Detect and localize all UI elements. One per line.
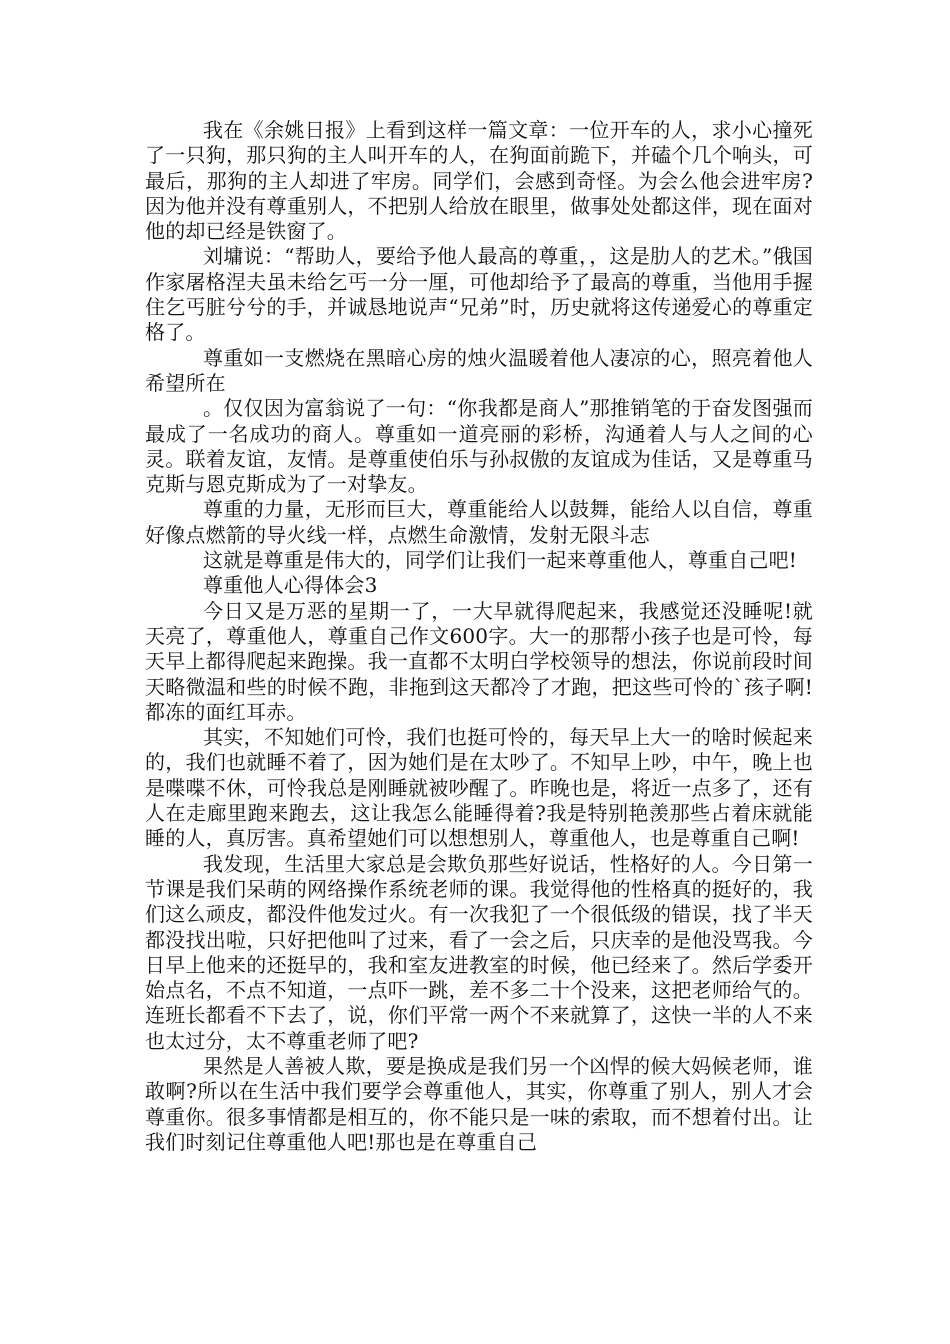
paragraph: 尊重如一支燃烧在黑暗心房的烛火温暖着他人凄凉的心，照亮着他人希望所在 xyxy=(145,345,813,395)
document-body xyxy=(145,118,813,1155)
paragraph: 今日又是万恶的星期一了，一大早就得爬起来，我感觉还没睡呢!就天亮了，尊重他人，尊重自己作文600字。大一的那帮小孩子也是可怜，每天早上都得爬起来跑操。我一直都不太明白学校领导的想法，你说前段时间天略微温和些的时候不跑，非拖到这天都冷了才跑，把这些可怜的`孩子啊!都冻的面红耳赤。 xyxy=(145,598,813,724)
paragraph: 。仅仅因为富翁说了一句：“你我都是商人”那推销笔的于奋发图强而最成了一名成功的商人。尊重如一道亮丽的彩桥，沟通着人与人之间的心灵。联着友谊，友情。是尊重使伯乐与孙叔傲的友谊成为佳话，又是尊重马克斯与恩克斯成为了一对挚友。 xyxy=(145,396,813,497)
paragraph: 尊重的力量，无形而巨大，尊重能给人以鼓舞，能给人以自信，尊重好像点燃箭的导火线一样，点燃生命激情，发射无限斗志 xyxy=(145,497,813,547)
paragraph: 其实，不知她们可怜，我们也挺可怜的，每天早上大一的啥时候起来的，我们也就睡不着了，因为她们是在太吵了。不知早上吵，中午，晚上也是喋喋不休，可怜我总是刚睡就被吵醒了。昨晚也是，将近一点多了，还有人在走廊里跑来跑去，这让我怎么能睡得着?我是特别艳羡那些占着床就能睡的人，真厉害。真希望她们可以想想别人，尊重他人，也是尊重自己啊! xyxy=(145,725,813,851)
paragraph: 这就是尊重是伟大的，同学们让我们一起来尊重他人，尊重自己吧! xyxy=(203,548,798,573)
paragraph: 刘墉说：“帮助人，要给予他人最高的尊重，，这是肋人的艺术。”俄国作家屠格涅夫虽未给乞丐一分一厘，可他却给予了最高的尊重，当他用手握住乞丐脏兮兮的手，并诚恳地说声“兄弟”时，历史就将这传递爱心的尊重定格了。 xyxy=(145,244,813,345)
paragraph: 我发现，生活里大家总是会欺负那些好说话，性格好的人。今日第一节课是我们呆萌的网络操作系统老师的课。我觉得他的性格真的挺好的，我们这么顽皮，都没件他发过火。有一次我犯了一个很低级的错误，找了半天都没找出啦，只好把他叫了过来，看了一会之后，只庆幸的是他没骂我。今日早上他来的还挺早的，我和室友进教室的时候，他已经来了。然后学委开始点名，不点不知道，一点吓一跳，差不多二十个没来，这把老师给气的。连班长都看不下去了，说，你们平常一两个不来就算了，这快一半的人不来也太过分，太不尊重老师了吧? xyxy=(145,851,813,1053)
paragraph: 果然是人善被人欺，要是换成是我们另一个凶悍的候大妈候老师，谁敢啊?所以在生活中我们要学会尊重他人，其实，你尊重了别人，别人才会尊重你。很多事情都是相互的，你不能只是一味的索取，而不想着付出。让我们时刻记住尊重他人吧!那也是在尊重自己 xyxy=(145,1053,813,1154)
paragraph: 我在《余姚日报》上看到这样一篇文章：一位开车的人，求小心撞死了一只狗，那只狗的主人叫开车的人，在狗面前跪下，并磕个几个响头，可最后，那狗的主人却进了牢房。同学们，会感到奇怪。为会么他会进牢房?因为他并没有尊重别人，不把别人给放在眼里，做事处处都这伴，现在面对他的却已经是铁窗了。 xyxy=(145,118,813,244)
section-heading: 尊重他人心得体会3 xyxy=(203,573,378,598)
